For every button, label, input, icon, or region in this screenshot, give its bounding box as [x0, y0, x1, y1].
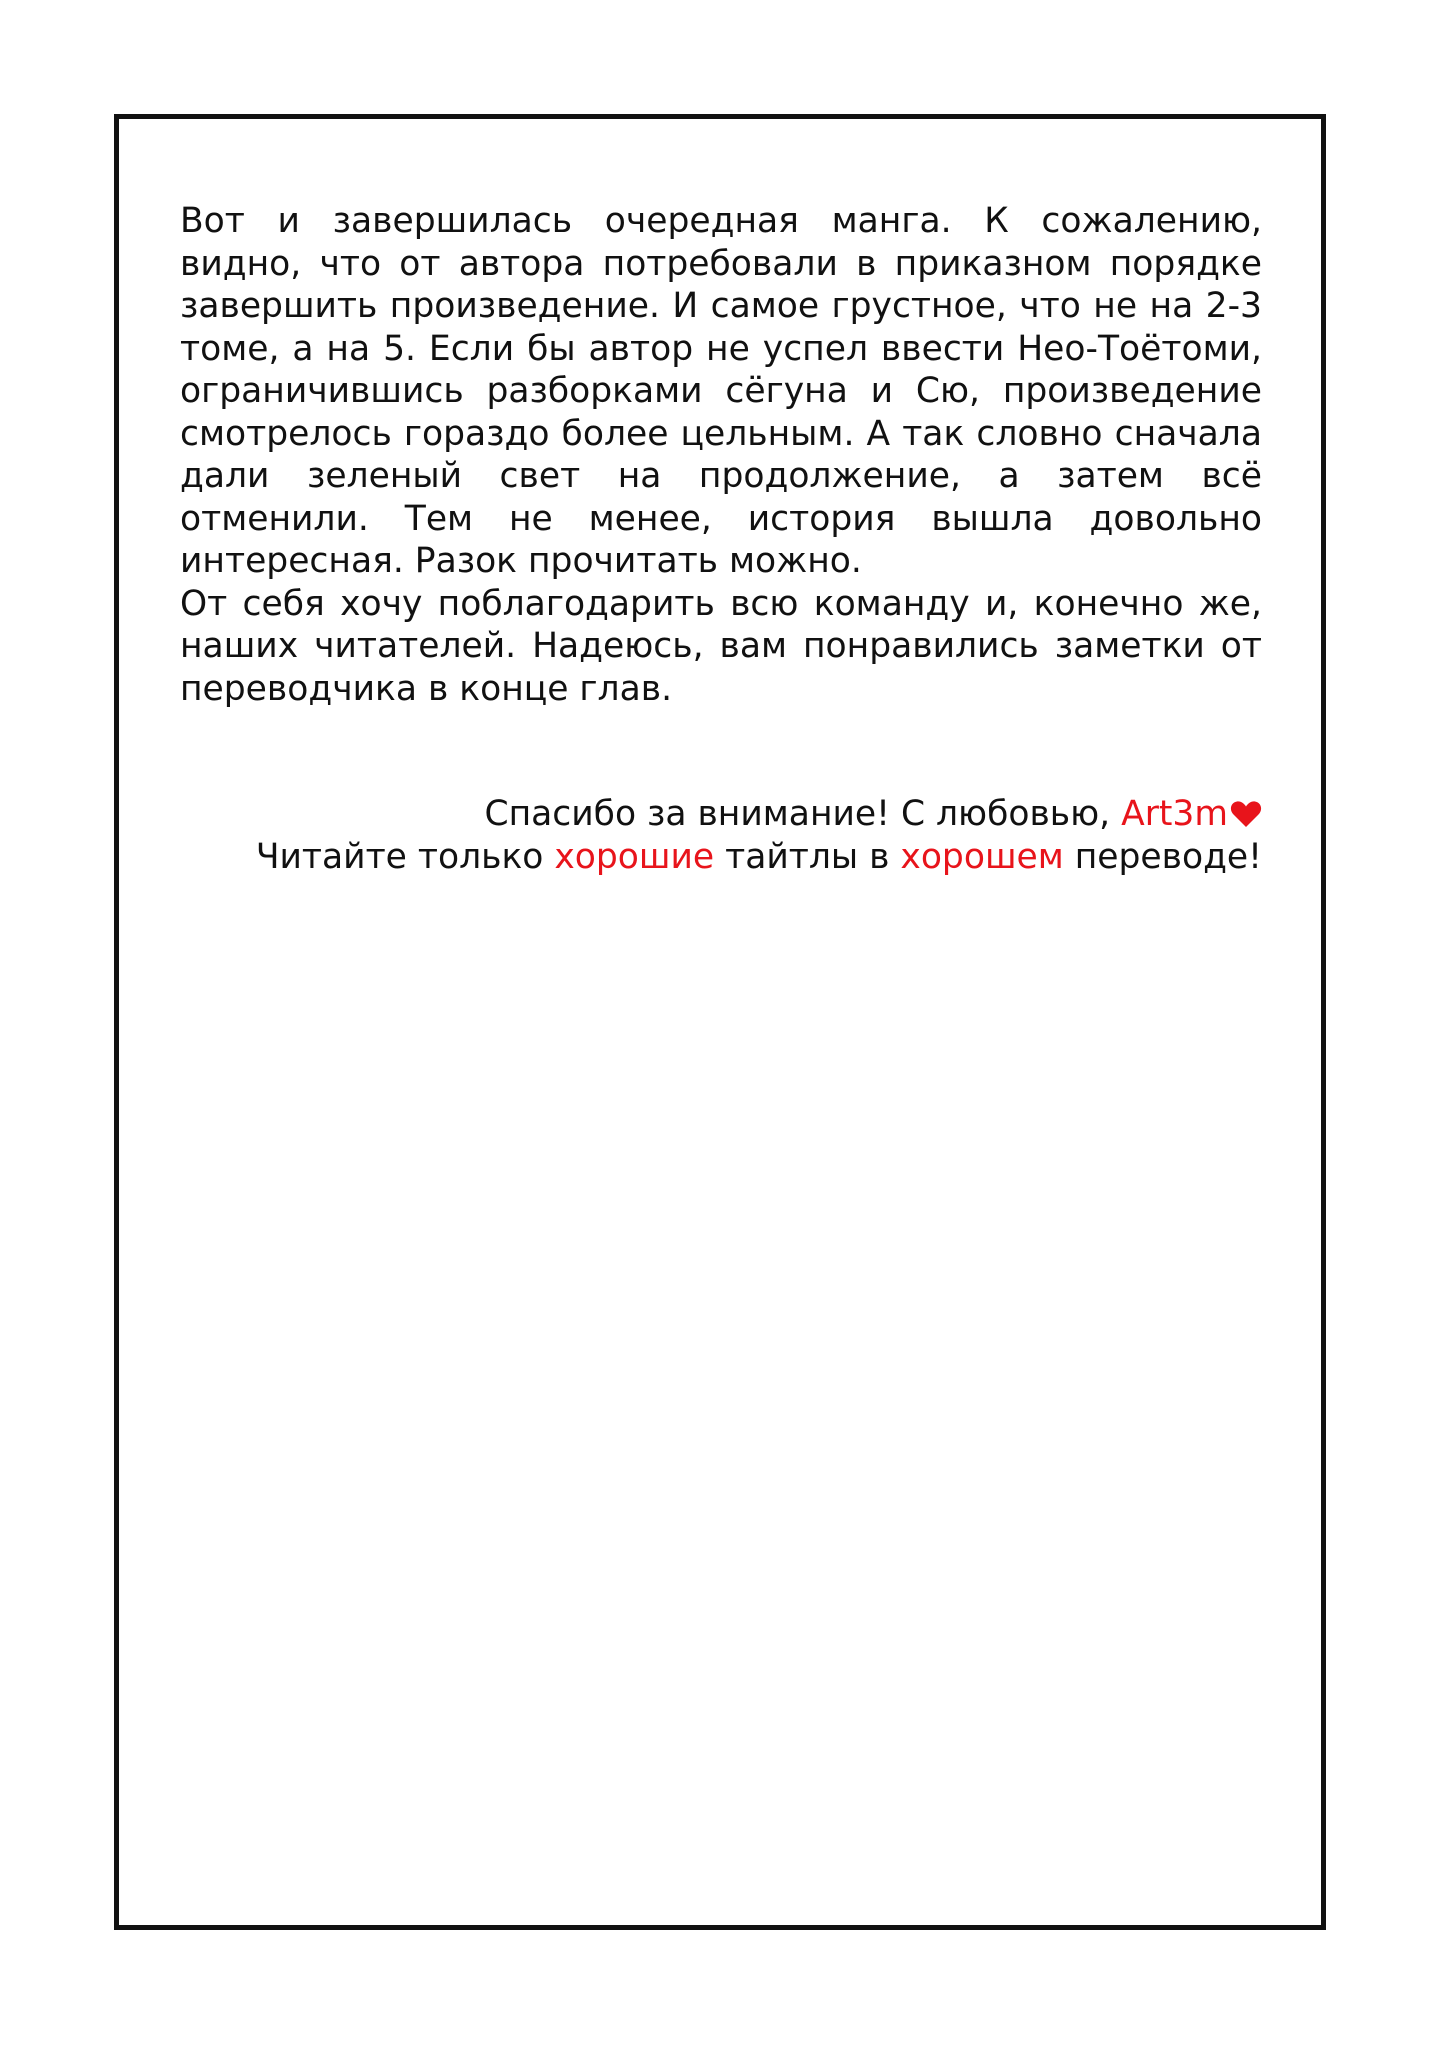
- paragraph-thanks: От себя хочу поблагодарить всю команду и, конечно же, наших читателей. Надеюсь, вам понравились заметки от переводчика в конце глав.: [180, 583, 1262, 709]
- author-name: Art3m: [1121, 794, 1228, 834]
- signature-thanks-text: Спасибо за внимание! С любовью,: [484, 794, 1122, 834]
- signature-block: [180, 793, 1262, 878]
- slogan-accent-2: хорошем: [900, 836, 1064, 877]
- paragraph-afterword: Вот и завершилась очередная манга. К сожалению, видно, что от автора потребовали в приказном порядке завершить произведение. И самое грустное, что не на 2-3 томе, а на 5. Если бы автор не успел ввести Нео-Тоётоми, ограничившись разборками сёгуна и Сю, произведение смотрелось гораздо более цельным. А так словно сначала дали зеленый свет на продолжение, а затем всё отменили. Тем не менее, история вышла довольно интересная. Разок прочитать можно.: [180, 201, 1262, 581]
- signature-line-2: [180, 836, 1262, 879]
- slogan-accent-1: хорошие: [554, 836, 715, 877]
- slogan-part-1: Читайте только: [255, 836, 555, 877]
- slogan-part-3: переводе!: [1063, 836, 1262, 877]
- slogan-part-2: тайтлы в: [714, 836, 901, 877]
- signature-line-1: [180, 793, 1262, 836]
- afterword-text: [180, 200, 1262, 878]
- heart-icon: [1230, 800, 1262, 828]
